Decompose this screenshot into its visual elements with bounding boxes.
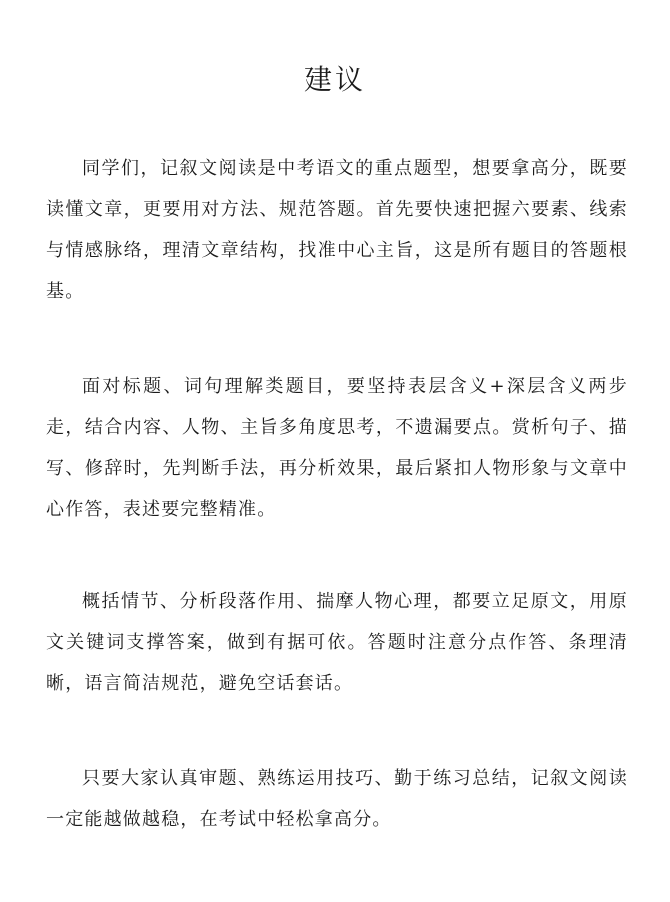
paragraph-2: 面对标题、词句理解类题目，要坚持表层含义+深层含义两步走，结合内容、人物、主旨多角度思考，不遗漏要点。赏析句子、描写、修辞时，先判断手法，再分析效果，最后紧扣人物形象与文章中心作答，表述要完整精准。 (46, 376, 628, 520)
page-title: 建议 (303, 63, 366, 96)
paragraph-4: 只要大家认真审题、熟练运用技巧、勤于练习总结，记叙文阅读一定能越做越稳，在考试中轻松拿高分。 (46, 768, 628, 830)
paragraph-3: 概括情节、分析段落作用、揣摩人物心理，都要立足原文，用原文关键词支撑答案，做到有据可依。答题时注意分点作答、条理清晰，语言简洁规范，避免空话套话。 (46, 591, 628, 694)
paragraph-1: 同学们，记叙文阅读是中考语文的重点题型，想要拿高分，既要读懂文章，更要用对方法、规范答题。首先要快速把握六要素、线索与情感脉络，理清文章结构，找准中心主旨，这是所有题目的答题根基。 (46, 158, 628, 302)
